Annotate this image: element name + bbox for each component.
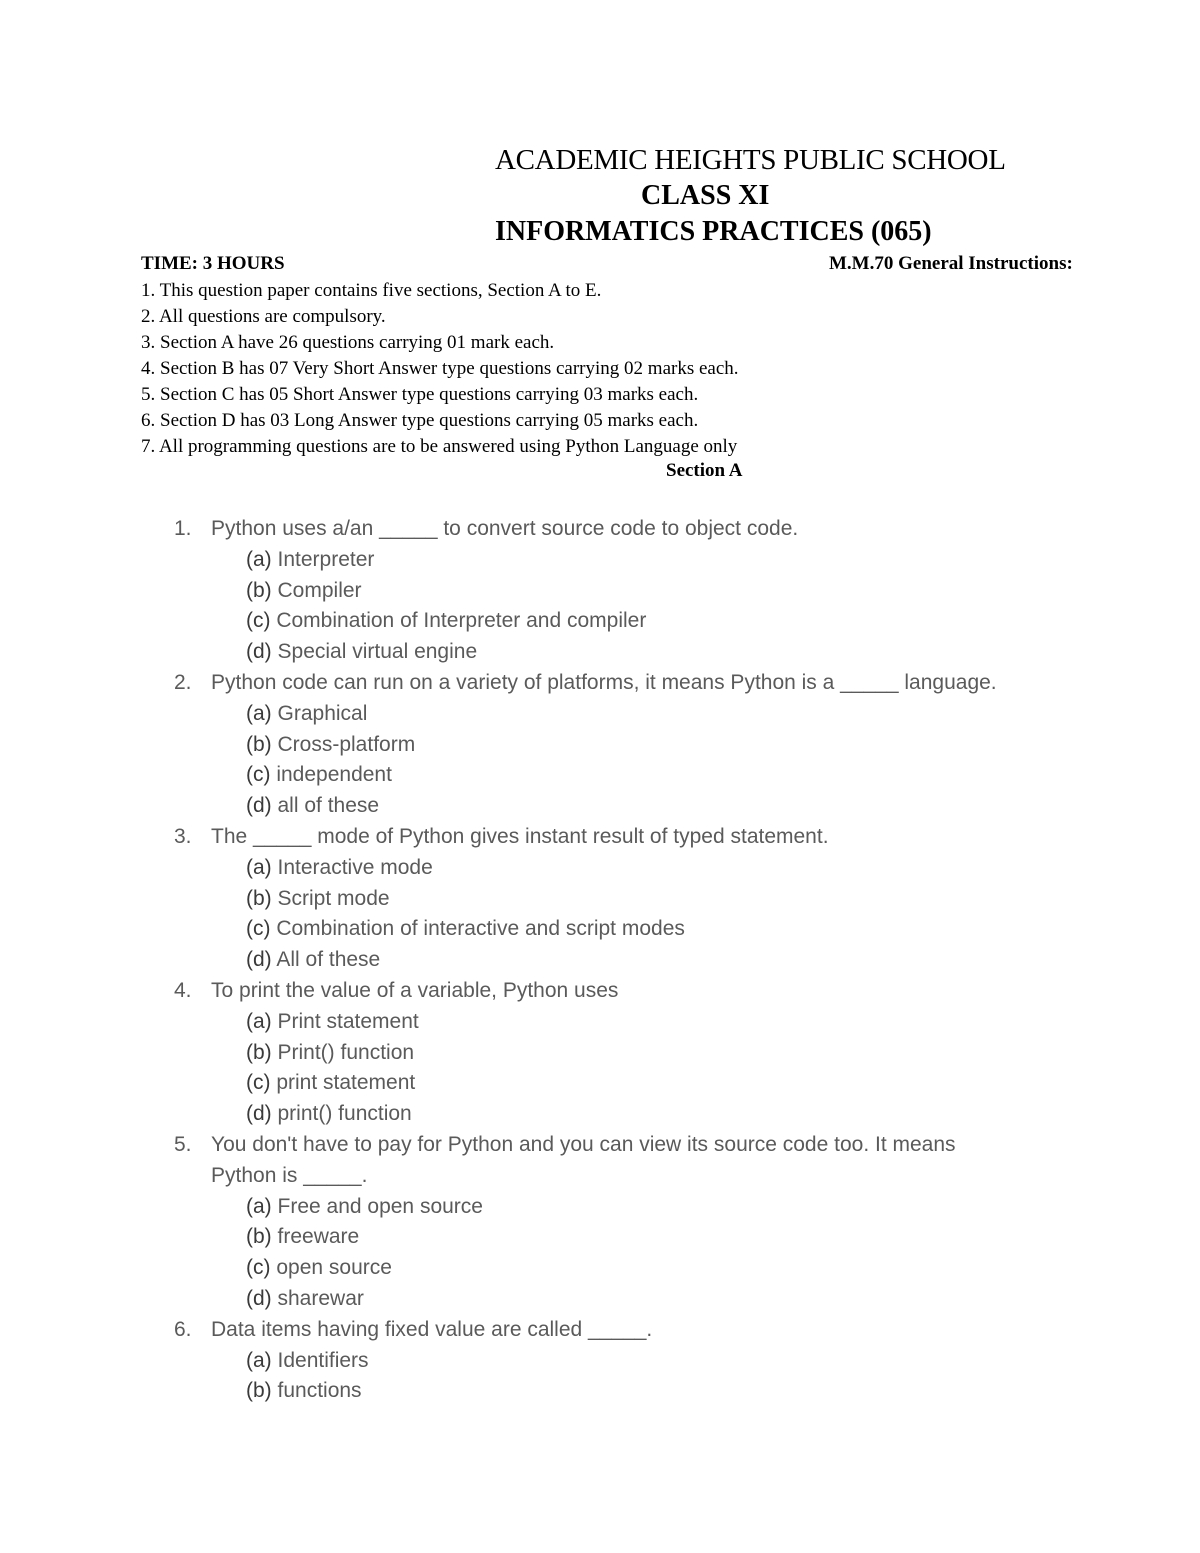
instruction-item: 4. Section B has 07 Very Short Answer type questions carrying 02 marks each.	[141, 358, 739, 379]
question-item	[174, 514, 1074, 668]
option-letter: (d)	[246, 948, 272, 972]
school-name: ACADEMIC HEIGHTS PUBLIC SCHOOL	[495, 144, 1006, 176]
option-text: Interpreter	[271, 547, 375, 571]
option-text: print statement	[270, 1071, 416, 1095]
option-text: Free and open source	[271, 1194, 483, 1218]
option-text: sharewar	[271, 1286, 364, 1310]
question-list	[174, 514, 1074, 1407]
option-text: Identifiers	[271, 1348, 369, 1372]
option-letter: (d)	[246, 1286, 272, 1310]
question-item	[174, 1315, 1074, 1407]
option-item	[246, 1346, 1074, 1377]
option-item	[246, 884, 1074, 915]
option-text: independent	[270, 763, 392, 787]
instruction-item: 2. All questions are compulsory.	[141, 306, 386, 327]
option-letter: (c)	[246, 609, 271, 633]
question-number: 3.	[174, 824, 192, 848]
option-text: Special virtual engine	[271, 640, 478, 664]
option-letter: (c)	[246, 1071, 271, 1095]
question-number: 2.	[174, 670, 192, 694]
option-item	[246, 760, 1074, 791]
question-number: 4.	[174, 978, 192, 1002]
option-item	[246, 1222, 1074, 1253]
option-text: Compiler	[271, 578, 362, 602]
option-letter: (a)	[246, 855, 272, 879]
option-list	[174, 545, 1074, 668]
option-letter: (a)	[246, 1194, 272, 1218]
section-title: Section A	[666, 460, 743, 481]
question-item	[174, 822, 1074, 976]
option-item	[246, 730, 1074, 761]
question-text: Python code can run on a variety of platforms, it means Python is a _____ language.	[211, 670, 997, 694]
option-item	[246, 699, 1074, 730]
time-label: TIME: 3 HOURS	[141, 253, 285, 274]
option-item	[246, 914, 1074, 945]
option-list	[174, 1007, 1074, 1130]
option-letter: (a)	[246, 1348, 272, 1372]
option-item	[246, 945, 1074, 976]
question-number: 5.	[174, 1132, 192, 1156]
question-number: 1.	[174, 517, 192, 540]
option-letter: (c)	[246, 917, 271, 941]
option-letter: (d)	[246, 794, 272, 818]
option-item	[246, 1192, 1074, 1223]
class-heading: CLASS XI	[641, 180, 770, 211]
instruction-item: 6. Section D has 03 Long Answer type questions carrying 05 marks each.	[141, 410, 699, 431]
question-item	[174, 668, 1074, 822]
option-text: Cross-platform	[271, 732, 416, 756]
instruction-item: 7. All programming questions are to be answered using Python Language only	[141, 436, 738, 457]
instruction-item: 1. This question paper contains five sections, Section A to E.	[141, 280, 602, 301]
option-text: All of these	[271, 948, 381, 972]
question-item	[174, 976, 1074, 1130]
option-item	[246, 637, 1074, 668]
question-text: Data items having fixed value are called _____.	[211, 1317, 653, 1341]
option-text: freeware	[271, 1225, 360, 1249]
option-item	[246, 853, 1074, 884]
option-list	[174, 699, 1074, 822]
question-item	[174, 1130, 1074, 1315]
option-letter: (b)	[246, 578, 272, 602]
option-letter: (a)	[246, 701, 272, 725]
option-item	[246, 1253, 1074, 1284]
option-item	[246, 1099, 1074, 1130]
option-letter: (c)	[246, 1256, 271, 1280]
question-text: To print the value of a variable, Python uses	[211, 978, 619, 1002]
option-letter: (a)	[246, 547, 272, 571]
question-text-line: You don't have to pay for Python and you can view its source code too. It means	[211, 1132, 956, 1156]
option-item	[246, 576, 1074, 607]
option-item	[246, 791, 1074, 822]
option-text: print() function	[271, 1102, 412, 1126]
option-letter: (a)	[246, 1009, 272, 1033]
question-text	[211, 1130, 1074, 1192]
option-list	[174, 1346, 1074, 1408]
question-text: Python uses a/an _____ to convert source code to object code.	[211, 517, 799, 540]
option-text: Print() function	[271, 1040, 415, 1064]
option-item	[246, 1376, 1074, 1407]
question-number: 6.	[174, 1317, 192, 1341]
option-text: Interactive mode	[271, 855, 433, 879]
option-list	[174, 853, 1074, 976]
option-text: all of these	[271, 794, 380, 818]
option-text: Combination of interactive and script modes	[270, 917, 685, 941]
option-item	[246, 1038, 1074, 1069]
question-text-continuation: Python is _____.	[211, 1163, 368, 1187]
max-marks-label: M.M.70 General Instructions:	[829, 253, 1073, 274]
option-item	[246, 606, 1074, 637]
option-text: open source	[270, 1256, 392, 1280]
option-letter: (b)	[246, 1040, 272, 1064]
option-letter: (c)	[246, 763, 271, 787]
option-item	[246, 1068, 1074, 1099]
option-letter: (b)	[246, 732, 272, 756]
option-text: Script mode	[271, 886, 390, 910]
option-letter: (b)	[246, 1379, 272, 1403]
option-item	[246, 545, 1074, 576]
option-letter: (d)	[246, 1102, 272, 1126]
option-text: functions	[271, 1379, 362, 1403]
option-text: Combination of Interpreter and compiler	[270, 609, 647, 633]
option-letter: (b)	[246, 886, 272, 910]
general-instructions	[141, 278, 739, 460]
option-list	[174, 1192, 1074, 1315]
option-item	[246, 1284, 1074, 1315]
instruction-item: 5. Section C has 05 Short Answer type questions carrying 03 marks each.	[141, 384, 699, 405]
option-letter: (d)	[246, 640, 272, 664]
subject-heading: INFORMATICS PRACTICES (065)	[495, 216, 932, 247]
question-text: The _____ mode of Python gives instant result of typed statement.	[211, 824, 829, 848]
option-item	[246, 1007, 1074, 1038]
option-letter: (b)	[246, 1225, 272, 1249]
instruction-item: 3. Section A have 26 questions carrying 01 mark each.	[141, 332, 555, 353]
option-text: Graphical	[271, 701, 368, 725]
option-text: Print statement	[271, 1009, 419, 1033]
